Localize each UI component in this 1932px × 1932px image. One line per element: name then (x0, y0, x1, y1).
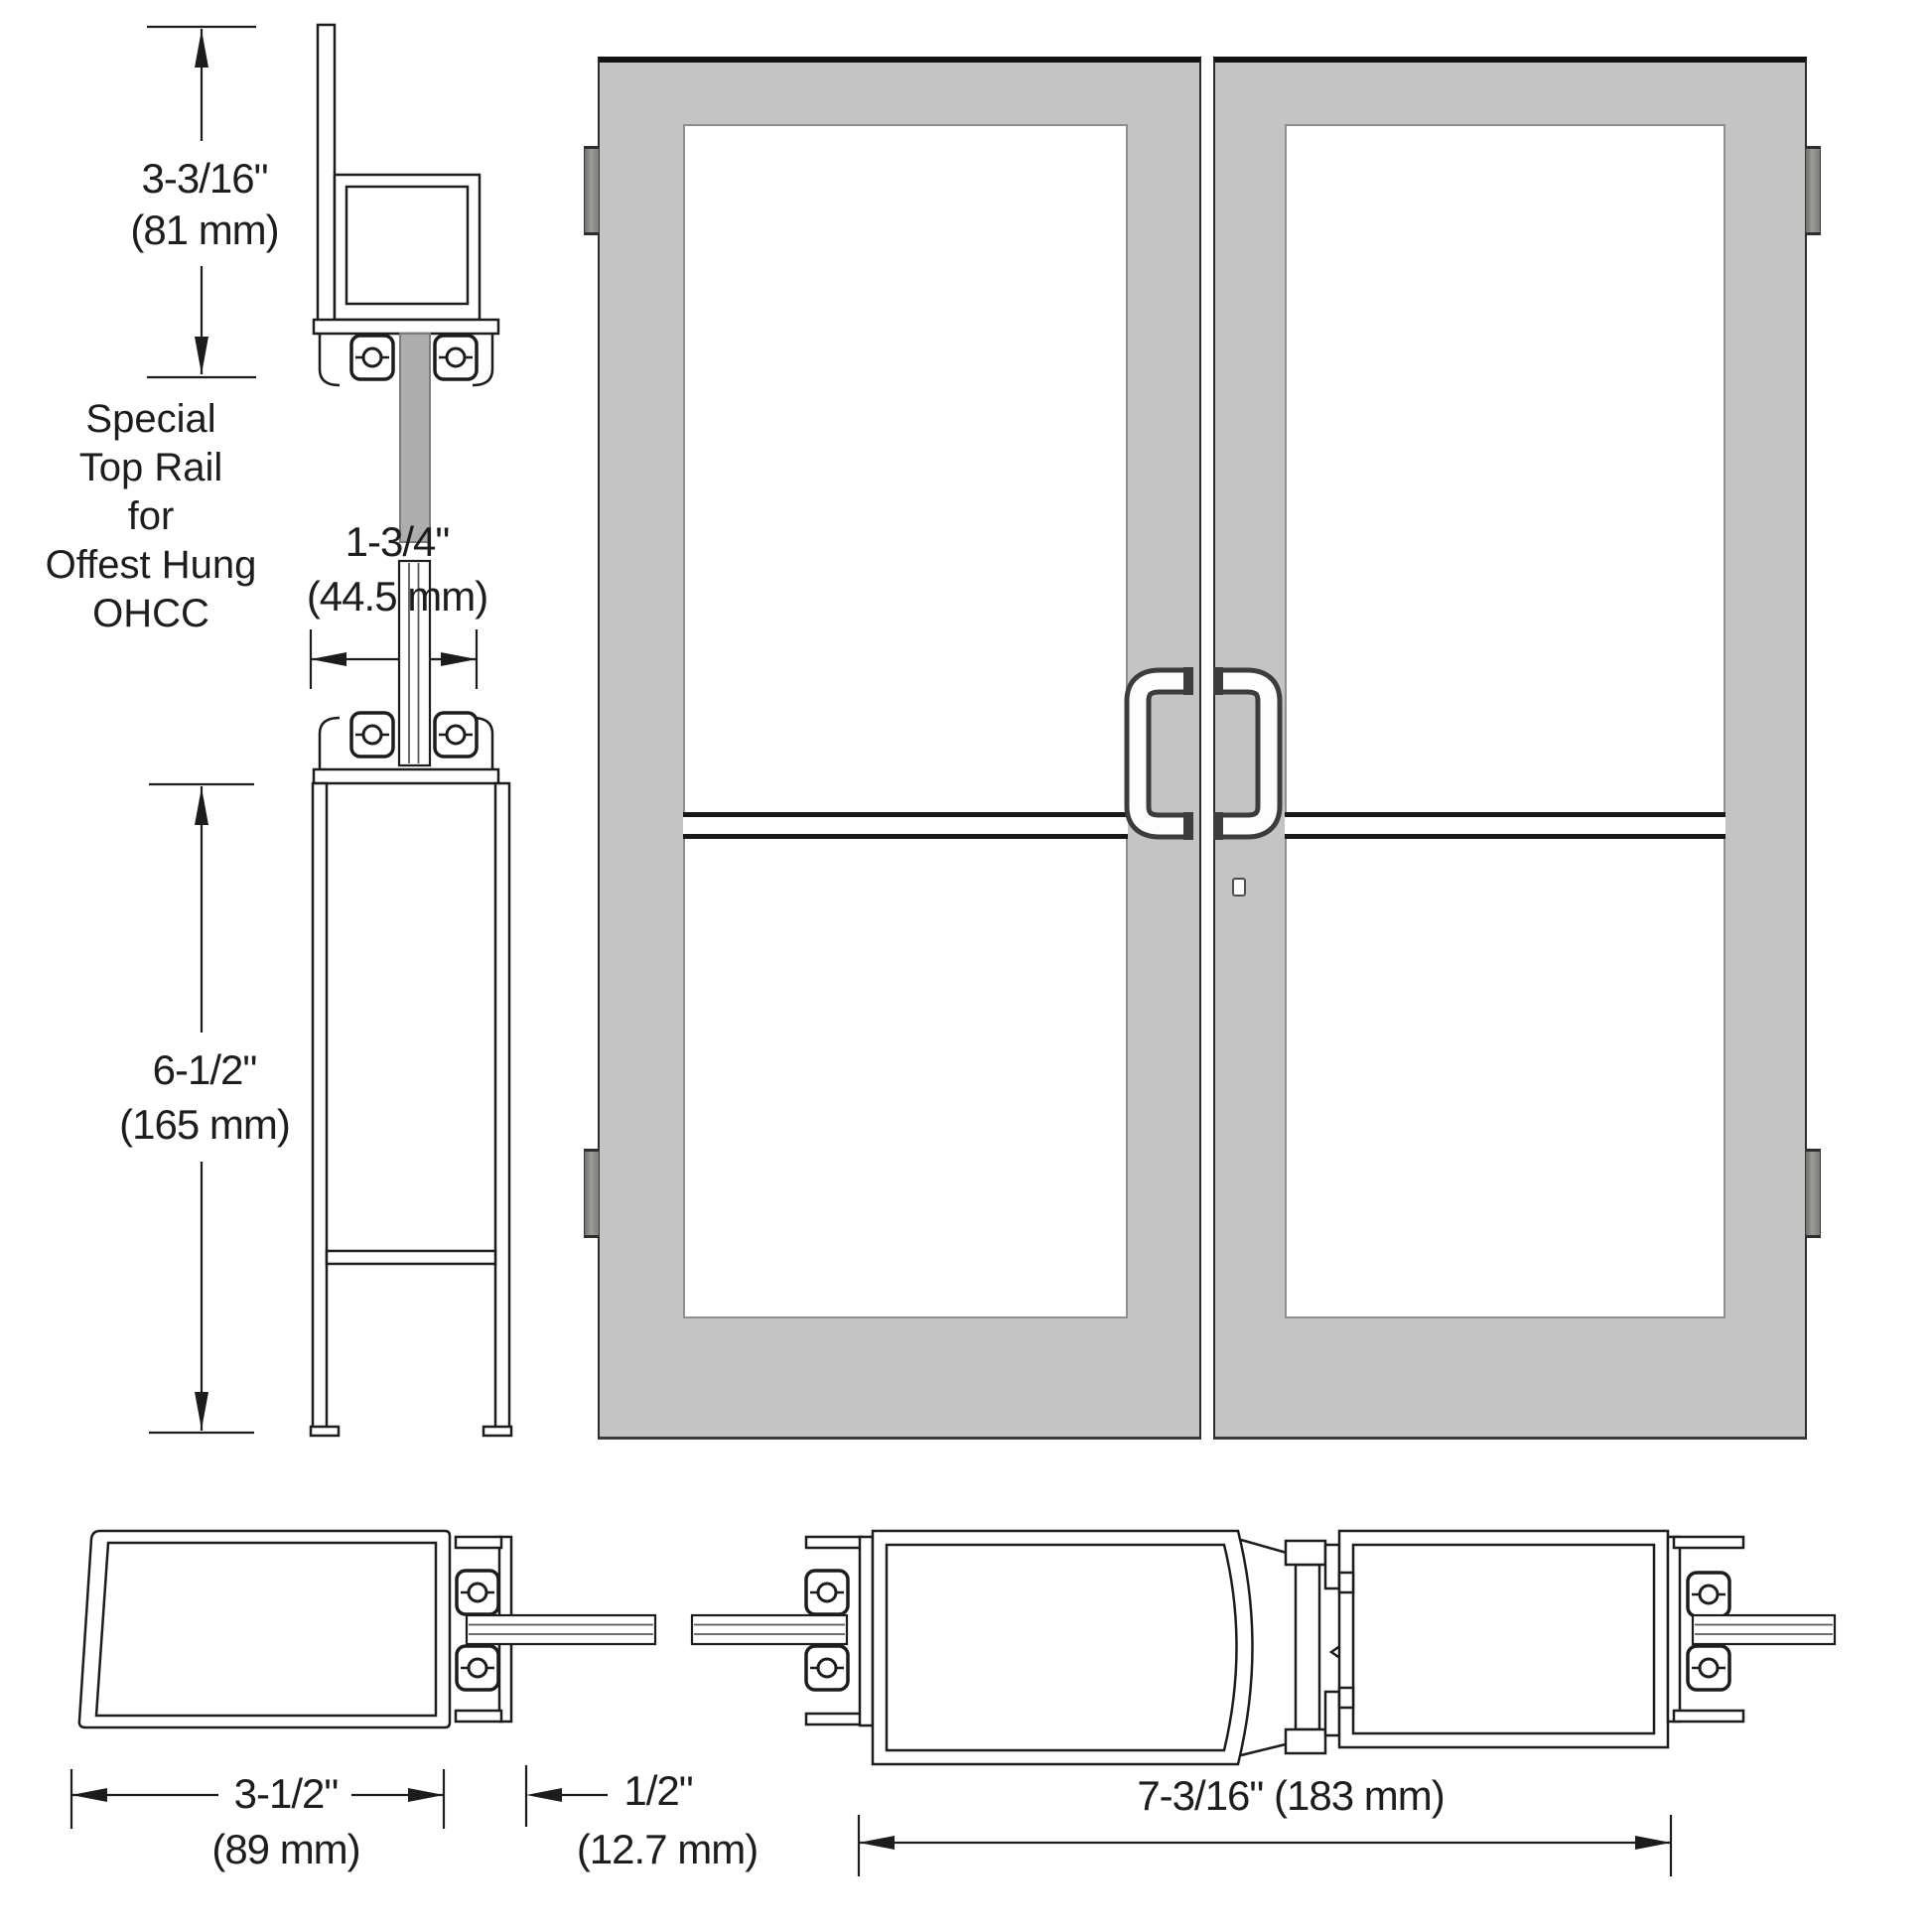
glazing-gasket-icon (435, 713, 477, 757)
glazing-gasket-icon (1688, 1573, 1729, 1616)
right-door-handle-icon (1213, 667, 1269, 840)
glazing-gasket-icon (457, 1646, 498, 1690)
jamb-depth-mm-label: (165 mm) (119, 1101, 290, 1148)
door-handles (1138, 667, 1269, 840)
note-line: Special (85, 397, 216, 441)
glazing-gasket-icon (1688, 1646, 1729, 1690)
note-line: OHCC (92, 592, 209, 635)
glass-section-tinted (400, 334, 430, 542)
glazing-gasket-icon (457, 1571, 498, 1614)
glazing-gasket-icon (351, 336, 393, 379)
glazing-gasket-icon (806, 1646, 848, 1690)
glass-gap-dimension (526, 1765, 608, 1827)
pair-width-dimension (859, 1815, 1671, 1876)
hinge-jamb-section-view (79, 1531, 655, 1727)
glass-gap-mm-label: (12.7 mm) (576, 1826, 759, 1872)
sill-width-mm-label: (89 mm) (211, 1826, 360, 1872)
top-rail-width-mm-label: (44.5 mm) (306, 573, 488, 620)
glazing-gasket-icon (435, 336, 477, 379)
top-rail-width-label: 1-3/4" (345, 518, 450, 565)
top-rail-height-dimension (147, 27, 256, 377)
top-rail-width-dimension (311, 629, 477, 689)
sill-width-label: 3-1/2" (226, 1772, 346, 1816)
jamb-section-view (311, 561, 511, 1436)
glazing-gasket-icon (351, 713, 393, 757)
meeting-stiles-section-view (692, 1531, 1835, 1764)
left-door-handle-icon (1138, 667, 1193, 840)
glass-gap-label: 1/2" (623, 1767, 693, 1814)
note-line: Offest Hung (45, 543, 257, 587)
note-line: for (127, 494, 175, 538)
top-rail-height-mm-label: (81 mm) (130, 207, 279, 253)
pair-width-label: 7-3/16" (183 mm) (1137, 1772, 1445, 1819)
special-top-rail-note (46, 395, 257, 638)
note-line: Top Rail (78, 446, 223, 489)
top-rail-section-view (314, 25, 498, 542)
jamb-depth-label: 6-1/2" (152, 1046, 257, 1093)
glazing-gasket-icon (806, 1571, 848, 1614)
top-rail-height-label: 3-3/16" (141, 155, 268, 202)
